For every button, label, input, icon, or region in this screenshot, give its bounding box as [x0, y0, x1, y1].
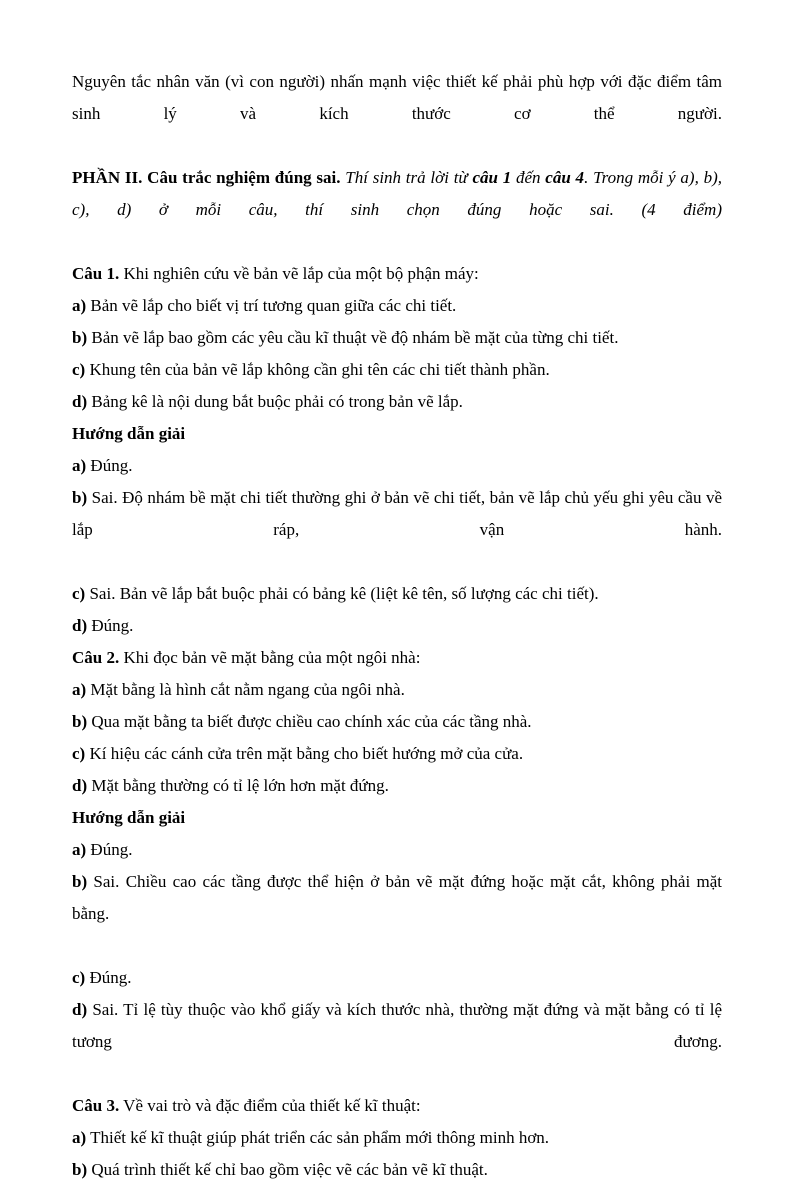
text-run: Quá trình thiết kế chỉ bao gồm việc vẽ các bản vẽ kĩ thuật.: [87, 1160, 488, 1179]
question-stem-cau-3-stem: [72, 1090, 722, 1122]
text-run: a): [72, 680, 87, 699]
text-run: Nguyên tắc nhân văn (vì con người) nhấn mạnh việc thiết kế phải phù hợp với đặc điểm tâm sinh lý và kích thước cơ thể người.: [72, 72, 722, 123]
solution-line-cau-1-sol-d: [72, 610, 722, 642]
answer-option-cau-1-b: [72, 322, 722, 354]
text-run: Hướng dẫn giải: [72, 808, 186, 827]
answer-option-cau-1-d: [72, 386, 722, 418]
answer-option-cau-2-d: [72, 770, 722, 802]
text-run: Đúng.: [87, 616, 134, 635]
solution-line-cau-1-sol-c: [72, 578, 722, 610]
text-run: d): [72, 776, 88, 795]
section-heading-phan-ii: [72, 162, 722, 258]
text-run: Khi nghiên cứu về bản vẽ lắp của một bộ phận máy:: [119, 264, 479, 283]
text-run: PHẦN II. Câu trắc nghiệm đúng sai.: [72, 168, 346, 187]
text-run: Mặt bằng thường có tỉ lệ lớn hơn mặt đứng.: [87, 776, 389, 795]
text-run: Thí sinh trả lời từ: [345, 168, 473, 187]
text-run: a): [72, 840, 87, 859]
text-run: Thiết kế kĩ thuật giúp phát triển các sản phẩm mới thông minh hơn.: [86, 1128, 550, 1147]
text-run: Kí hiệu các cánh cửa trên mặt bằng cho biết hướng mở của cửa.: [85, 744, 524, 763]
solution-line-cau-2-sol-c: [72, 962, 722, 994]
text-run: a): [72, 1128, 87, 1147]
text-run: Hướng dẫn giải: [72, 424, 186, 443]
text-run: b): [72, 712, 88, 731]
text-run: Sai. Bản vẽ lắp bắt buộc phải có bảng kê (liệt kê tên, số lượng các chi tiết).: [85, 584, 599, 603]
text-run: b): [72, 488, 88, 507]
text-run: b): [72, 328, 88, 347]
text-run: câu 4: [545, 168, 585, 187]
text-run: c): [72, 584, 86, 603]
text-run: Bản vẽ lắp cho biết vị trí tương quan giữa các chi tiết.: [86, 296, 457, 315]
answer-option-cau-2-c: [72, 738, 722, 770]
text-run: Câu 2.: [72, 648, 120, 667]
text-run: Khung tên của bản vẽ lắp không cần ghi tên các chi tiết thành phần.: [85, 360, 550, 379]
question-stem-cau-1-stem: [72, 258, 722, 290]
solution-line-cau-2-sol-d: [72, 994, 722, 1090]
body-paragraph-intro: [72, 66, 722, 162]
text-run: Sai. Độ nhám bề mặt chi tiết thường ghi ở bản vẽ chi tiết, bản vẽ lắp chủ yếu ghi yêu cầu về lắp ráp, vận hành.: [72, 488, 722, 539]
solution-heading-huong-dan-giai-2: [72, 802, 722, 834]
text-run: a): [72, 296, 87, 315]
text-run: câu 1: [472, 168, 512, 187]
text-run: . Trong mỗi ý a), b), c), d) ở mỗi câu, thí sinh chọn đúng hoặc sai. (4 điểm): [72, 168, 722, 219]
document-body: [72, 66, 722, 1186]
text-run: Câu 1.: [72, 264, 120, 283]
text-run: d): [72, 392, 88, 411]
text-run: Về vai trò và đặc điểm của thiết kế kĩ thuật:: [119, 1096, 421, 1115]
text-run: Mặt bằng là hình cắt nằm ngang của ngôi nhà.: [86, 680, 405, 699]
text-run: d): [72, 1000, 88, 1019]
text-run: Khi đọc bản vẽ mặt bằng của một ngôi nhà:: [119, 648, 421, 667]
solution-heading-huong-dan-giai-1: [72, 418, 722, 450]
solution-line-cau-1-sol-a: [72, 450, 722, 482]
text-run: b): [72, 872, 88, 891]
answer-option-cau-2-b: [72, 706, 722, 738]
text-run: Đúng.: [86, 456, 133, 475]
solution-line-cau-1-sol-b: [72, 482, 722, 578]
text-run: d): [72, 616, 88, 635]
solution-line-cau-2-sol-a: [72, 834, 722, 866]
text-run: Bảng kê là nội dung bắt buộc phải có trong bản vẽ lắp.: [87, 392, 463, 411]
answer-option-cau-3-b: [72, 1154, 722, 1186]
text-run: Câu 3.: [72, 1096, 120, 1115]
answer-option-cau-1-c: [72, 354, 722, 386]
text-run: a): [72, 456, 87, 475]
answer-option-cau-2-a: [72, 674, 722, 706]
text-run: Bản vẽ lắp bao gồm các yêu cầu kĩ thuật về độ nhám bề mặt của từng chi tiết.: [87, 328, 619, 347]
text-run: Đúng.: [86, 840, 133, 859]
answer-option-cau-3-a: [72, 1122, 722, 1154]
text-run: c): [72, 360, 86, 379]
text-run: Sai. Chiều cao các tầng được thể hiện ở bản vẽ mặt đứng hoặc mặt cắt, không phải mặt bằng.: [72, 872, 722, 923]
question-stem-cau-2-stem: [72, 642, 722, 674]
solution-line-cau-2-sol-b: [72, 866, 722, 962]
text-run: đến: [511, 168, 546, 187]
text-run: c): [72, 968, 86, 987]
answer-option-cau-1-a: [72, 290, 722, 322]
text-run: b): [72, 1160, 88, 1179]
text-run: Qua mặt bằng ta biết được chiều cao chính xác của các tầng nhà.: [87, 712, 532, 731]
text-run: Sai. Tỉ lệ tùy thuộc vào khổ giấy và kích thước nhà, thường mặt đứng và mặt bằng có tỉ lệ tương đương.: [72, 1000, 722, 1051]
text-run: c): [72, 744, 86, 763]
text-run: Đúng.: [85, 968, 132, 987]
